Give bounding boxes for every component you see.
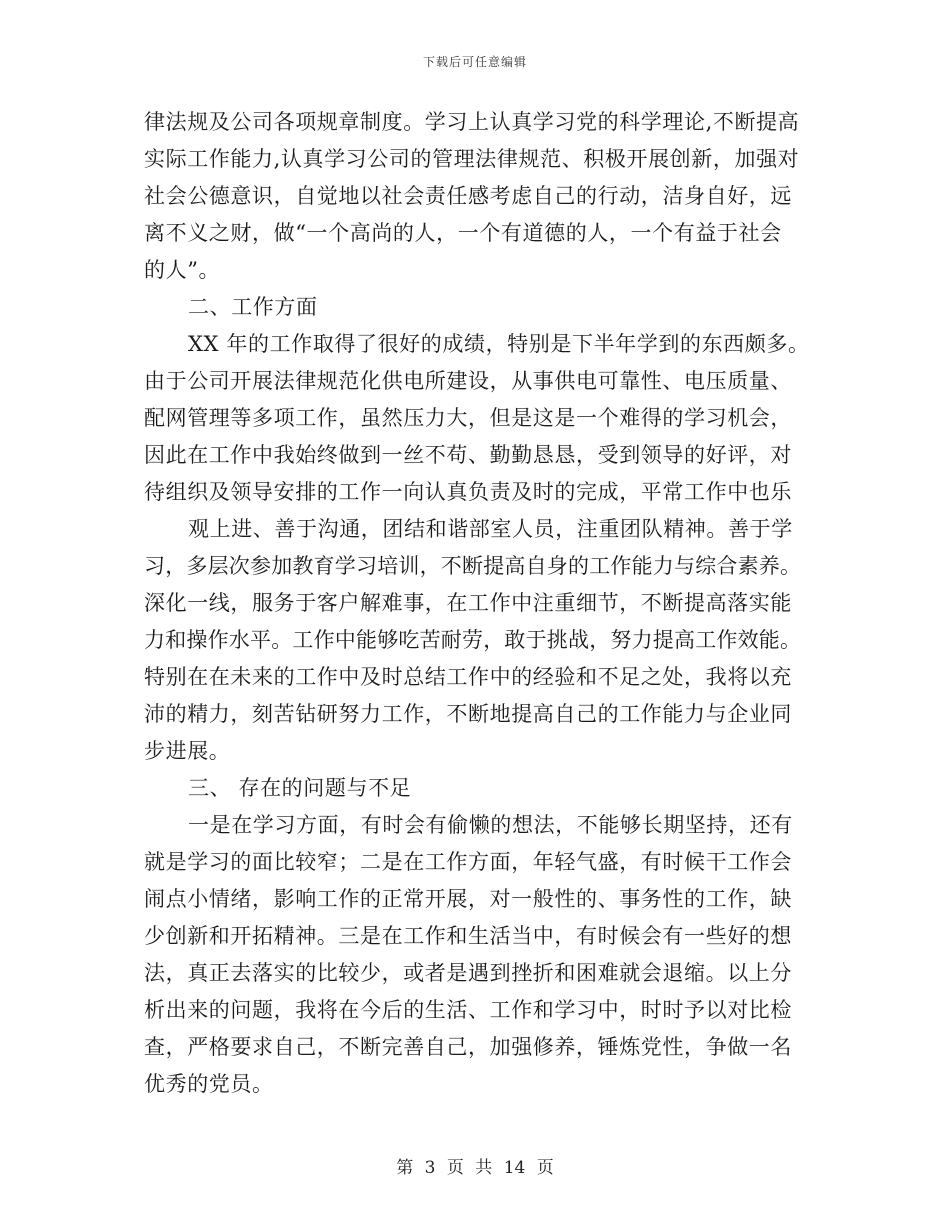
text-line: 特别在在未来的工作中及时总结工作中的经验和不足之处，我将以充 xyxy=(144,665,792,689)
text-line: 就是学习的面比较窄；二是在工作方面，年轻气盛，有时候干工作会 xyxy=(144,850,792,874)
text-line: 析出来的问题，我将在今后的生活、工作和学习中，时时予以对比检 xyxy=(144,998,792,1022)
section-heading-problems: 三、 存在的问题与不足 xyxy=(188,776,412,800)
text-line: XX 年的工作取得了很好的成绩，特别是下半年学到的东西颇多。 xyxy=(188,332,810,356)
text-line: 律法规及公司各项规章制度。学习上认真学习党的科学理论,不断提高 xyxy=(144,110,800,134)
text-line: 由于公司开展法律规范化供电所建设，从事供电可靠性、电压质量、 xyxy=(144,369,792,393)
text-line: 实际工作能力,认真学习公司的管理法律规范、积极开展创新，加强对 xyxy=(144,147,800,171)
text-line: 少创新和开拓精神。三是在工作和生活当中，有时候会有一些好的想 xyxy=(144,924,792,948)
text-line: 待组织及领导安排的工作一向认真负责及时的完成，平常工作中也乐 xyxy=(144,480,792,504)
text-line: 的人”。 xyxy=(144,258,221,282)
document-body xyxy=(144,104,814,1103)
text-line: 闹点小情绪，影响工作的正常开展，对一般性的、事务性的工作，缺 xyxy=(144,887,792,911)
text-line: 优秀的党员。 xyxy=(144,1072,274,1096)
text-line: 配网管理等多项工作，虽然压力大，但是这是一个难得的学习机会， xyxy=(144,406,792,430)
text-line: 沛的精力，刻苦钻研努力工作，不断地提高自己的工作能力与企业同 xyxy=(144,702,792,726)
text-line: 深化一线，服务于客户解难事，在工作中注重细节，不断提高落实能 xyxy=(144,591,792,615)
page-footer xyxy=(0,1153,950,1178)
page-header-note: 下载后可任意编辑 xyxy=(422,55,527,69)
footer-suffix: 页 xyxy=(536,1158,554,1178)
text-line: 观上进、善于沟通，团结和谐部室人员，注重团队精神。善于学 xyxy=(188,517,793,541)
text-line: 一是在学习方面，有时会有偷懒的想法，不能够长期坚持，还有 xyxy=(188,813,793,837)
text-line: 习，多层次参加教育学习培训，不断提高自身的工作能力与综合素养。 xyxy=(144,554,802,578)
text-line: 步进展。 xyxy=(144,739,231,763)
section-heading-work: 二、工作方面 xyxy=(188,295,318,319)
footer-total-pages: 14 xyxy=(503,1158,526,1178)
footer-prefix: 第 xyxy=(396,1158,414,1178)
text-line: 社会公德意识，自觉地以社会责任感考虑自己的行动，洁身自好，远 xyxy=(144,184,792,208)
footer-page-number: 3 xyxy=(424,1158,436,1178)
text-line: 因此在工作中我始终做到一丝不苟、勤勤恳恳，受到领导的好评，对 xyxy=(144,443,792,467)
text-line: 力和操作水平。工作中能够吃苦耐劳，敢于挑战，努力提高工作效能。 xyxy=(144,628,802,652)
footer-middle: 页 共 xyxy=(446,1158,493,1178)
text-line: 查，严格要求自己，不断完善自己，加强修养，锤炼党性，争做一名 xyxy=(144,1035,792,1059)
text-line: 离不义之财，做“一个高尚的人，一个有道德的人，一个有益于社会 xyxy=(144,221,782,245)
text-line: 法，真正去落实的比较少，或者是遇到挫折和困难就会退缩。以上分 xyxy=(144,961,792,985)
